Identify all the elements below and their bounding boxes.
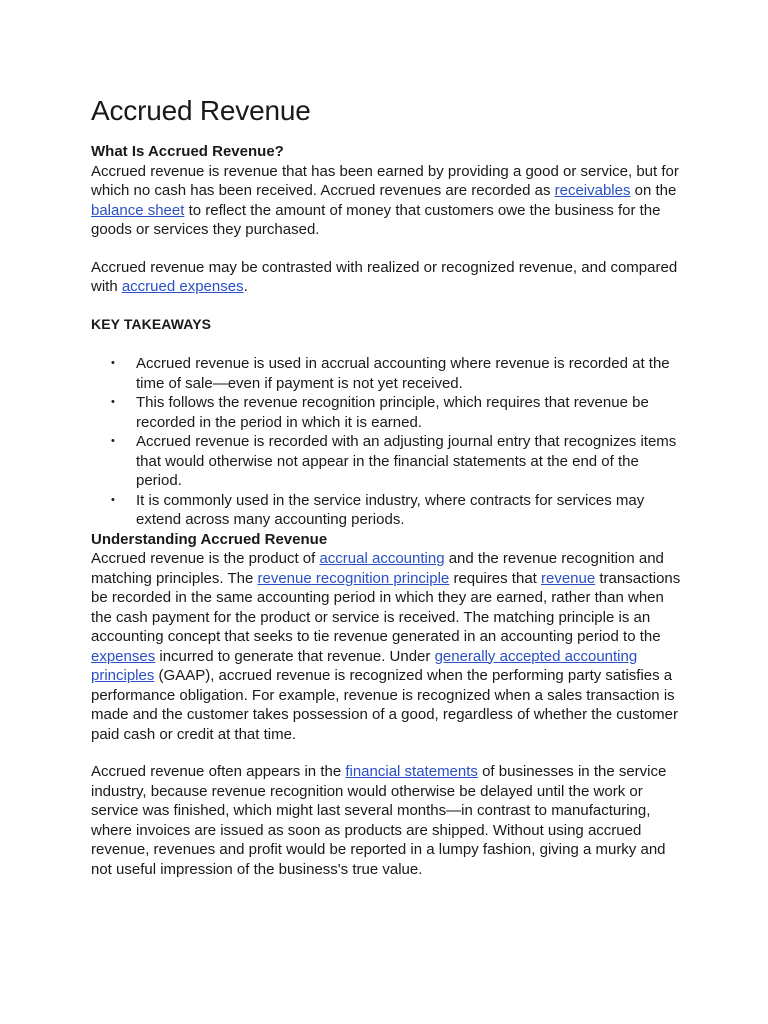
text-run: Accrued revenue often appears in the xyxy=(91,763,346,780)
text-run: and the revenue recognition and matching principles. The xyxy=(91,550,664,587)
text-run: (GAAP), accrued revenue is recognized when the performing party satisfies a performance obligation. For example, revenue is recognized when a sales transaction is made and the customer takes possession of a good, regardless of whether the customer paid cash or credit at that time. xyxy=(91,667,678,743)
list-item-text: This follows the revenue recognition principle, which requires that revenue be recorded in the period in which it is earned. xyxy=(136,394,649,431)
text-run: transactions be recorded in the same accounting period in which they are earned, rather than when the cash payment for the product or service is received. The matching principle is an accounting concept that seeks to tie revenue generated in an accounting period to the xyxy=(91,569,681,645)
text-run: Accrued revenue may be contrasted with realized or recognized revenue, and compared with xyxy=(91,258,678,295)
bullet-icon: • xyxy=(111,493,115,506)
paragraph-financial-statements xyxy=(91,762,682,879)
text-run: of businesses in the service industry, because revenue recognition would otherwise be delayed until the work or service was finished, which might last several months—in contrast to manufacturing, where invoices are issued as soon as products are shipped. Without using accrued revenue, revenues and profit would be reported in a lumpy fashion, giving a murky and not useful impression of the business's true value. xyxy=(91,763,667,878)
text-run: incurred to generate that revenue. Under xyxy=(155,647,435,665)
key-takeaways-list xyxy=(91,354,682,530)
link-receivables[interactable]: receivables xyxy=(554,182,631,199)
link-expenses[interactable]: expenses xyxy=(91,647,156,665)
link-gaap[interactable]: generally accepted accounting principles xyxy=(91,647,638,684)
link-revenue[interactable]: revenue xyxy=(541,569,596,587)
text-run: . xyxy=(243,278,248,295)
list-item-text: It is commonly used in the service industry, where contracts for services may extend across many accounting periods. xyxy=(136,491,645,528)
list-item-text: Accrued revenue is used in accrual accounting where revenue is recorded at the time of sale—even if payment is not yet received. xyxy=(136,355,670,392)
section-heading-understanding: Understanding Accrued Revenue xyxy=(91,530,328,548)
key-takeaways-heading: KEY TAKEAWAYS xyxy=(91,315,212,332)
paragraph-understanding xyxy=(91,549,682,744)
list-item xyxy=(111,491,682,530)
list-item xyxy=(111,354,682,393)
link-revenue-recognition-principle[interactable]: revenue recognition principle xyxy=(257,569,450,587)
list-item xyxy=(111,393,682,432)
list-item-text: Accrued revenue is recorded with an adjusting journal entry that recognizes items that would otherwise not appear in the financial statements at the end of the period. xyxy=(136,433,677,489)
link-accrual-accounting[interactable]: accrual accounting xyxy=(319,550,445,567)
list-item xyxy=(111,432,682,491)
bullet-icon: • xyxy=(111,357,115,369)
link-accrued-expenses[interactable]: accrued expenses xyxy=(121,278,244,295)
section-heading-what-is: What Is Accrued Revenue? xyxy=(91,143,284,160)
bullet-icon: • xyxy=(111,396,115,408)
text-run: requires that xyxy=(449,569,541,587)
text-run: on the xyxy=(630,182,677,199)
paragraph-definition xyxy=(91,162,682,240)
link-financial-statements[interactable]: financial statements xyxy=(345,763,478,780)
text-run: Accrued revenue is the product of xyxy=(91,550,320,567)
text-run: Accrued revenue is revenue that has been earned by providing a good or service, but for which no cash has been received. Accrued revenues are recorded as xyxy=(91,162,679,199)
text-run: to reflect the amount of money that customers owe the business for the goods or services they purchased. xyxy=(91,201,661,238)
paragraph-contrast xyxy=(91,258,682,297)
page-title: Accrued Revenue xyxy=(91,95,311,126)
bullet-icon: • xyxy=(111,435,115,447)
link-balance-sheet[interactable]: balance sheet xyxy=(91,201,185,219)
